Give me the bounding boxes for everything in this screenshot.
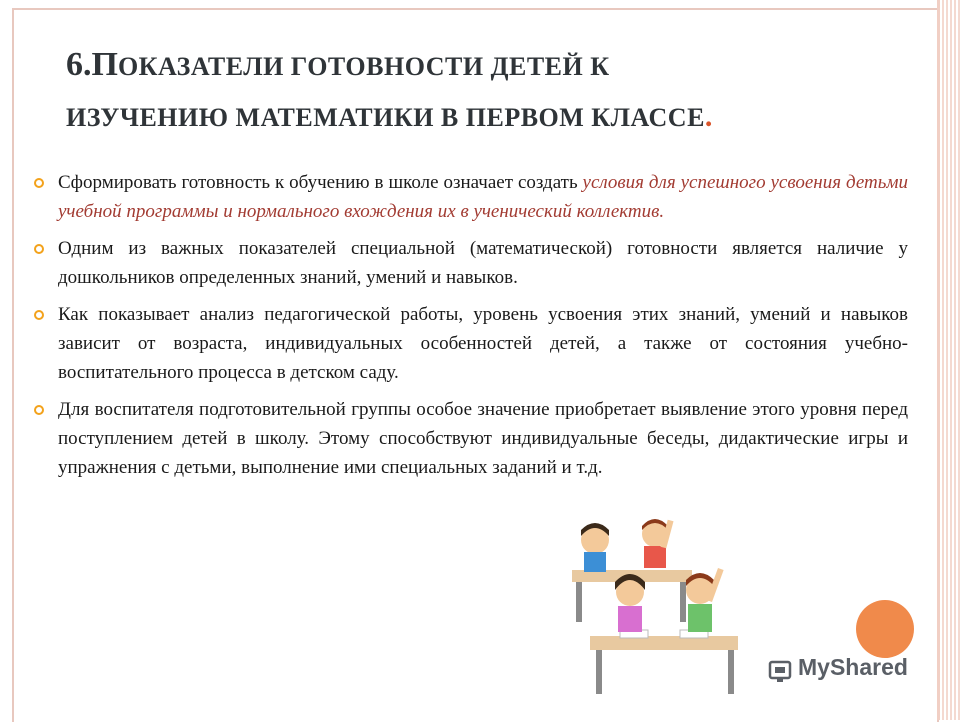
bullet-item bbox=[34, 300, 908, 387]
title-number: 6. bbox=[66, 46, 92, 83]
title-text-2: ИЗУЧЕНИЮ МАТЕМАТИКИ В ПЕРВОМ КЛАССЕ bbox=[66, 103, 705, 132]
children-at-desks-illustration bbox=[560, 518, 750, 703]
child-body bbox=[644, 546, 666, 568]
side-stripe bbox=[942, 0, 960, 720]
child-body bbox=[688, 604, 712, 632]
bullet-circle-icon bbox=[34, 310, 44, 320]
bullet-list bbox=[34, 168, 908, 490]
title-cap: П bbox=[91, 46, 118, 83]
bullet-highlight: условия для успешного усвоения детьми учебной программы и нормального вхождения их в ученический коллектив. bbox=[58, 172, 908, 222]
side-stripe-line bbox=[937, 0, 940, 720]
child-body bbox=[584, 552, 606, 572]
title-line-2 bbox=[66, 94, 906, 145]
desk-leg bbox=[576, 582, 582, 622]
title-line-1 bbox=[66, 42, 906, 94]
desk-top bbox=[590, 636, 738, 650]
title-text-1: ОКАЗАТЕЛИ ГОТОВНОСТИ ДЕТЕЙ К bbox=[117, 52, 610, 81]
bullet-item bbox=[34, 395, 908, 482]
bullet-text: Сформировать готовность к обучению в школе означает создать bbox=[58, 172, 583, 193]
desk-leg bbox=[596, 650, 602, 694]
bullet-text: Как показывает анализ педагогической работы, уровень усвоения этих знаний, умений и навыков зависит от возраста, индивидуальных особенностей детей, а также от состояния учебно-воспитательного процесса в детском саду. bbox=[58, 304, 908, 383]
bullet-circle-icon bbox=[34, 244, 44, 254]
title-dot: . bbox=[704, 100, 713, 133]
desk-leg bbox=[728, 650, 734, 694]
accent-circle bbox=[856, 600, 914, 658]
bullet-text: Одним из важных показателей специальной (математической) готовности является наличие у дошкольников определенных знаний, умений и навыков. bbox=[58, 238, 908, 288]
bullet-circle-icon bbox=[34, 178, 44, 188]
bullet-item bbox=[34, 234, 908, 292]
bullet-circle-icon bbox=[34, 405, 44, 415]
child-body bbox=[618, 606, 642, 632]
bullet-text: Для воспитателя подготовительной группы особое значение приобретает выявление этого уровня перед поступлением детей в школу. Этому способствуют индивидуальные беседы, дидактические игры и упражнения с детьми, выполнение ими специальных заданий и т.д. bbox=[58, 399, 908, 478]
myshared-logo-icon bbox=[768, 658, 792, 684]
slide-title bbox=[66, 42, 906, 145]
bullet-item bbox=[34, 168, 908, 226]
watermark-text: MyShared bbox=[798, 654, 908, 680]
desk-leg bbox=[680, 582, 686, 622]
